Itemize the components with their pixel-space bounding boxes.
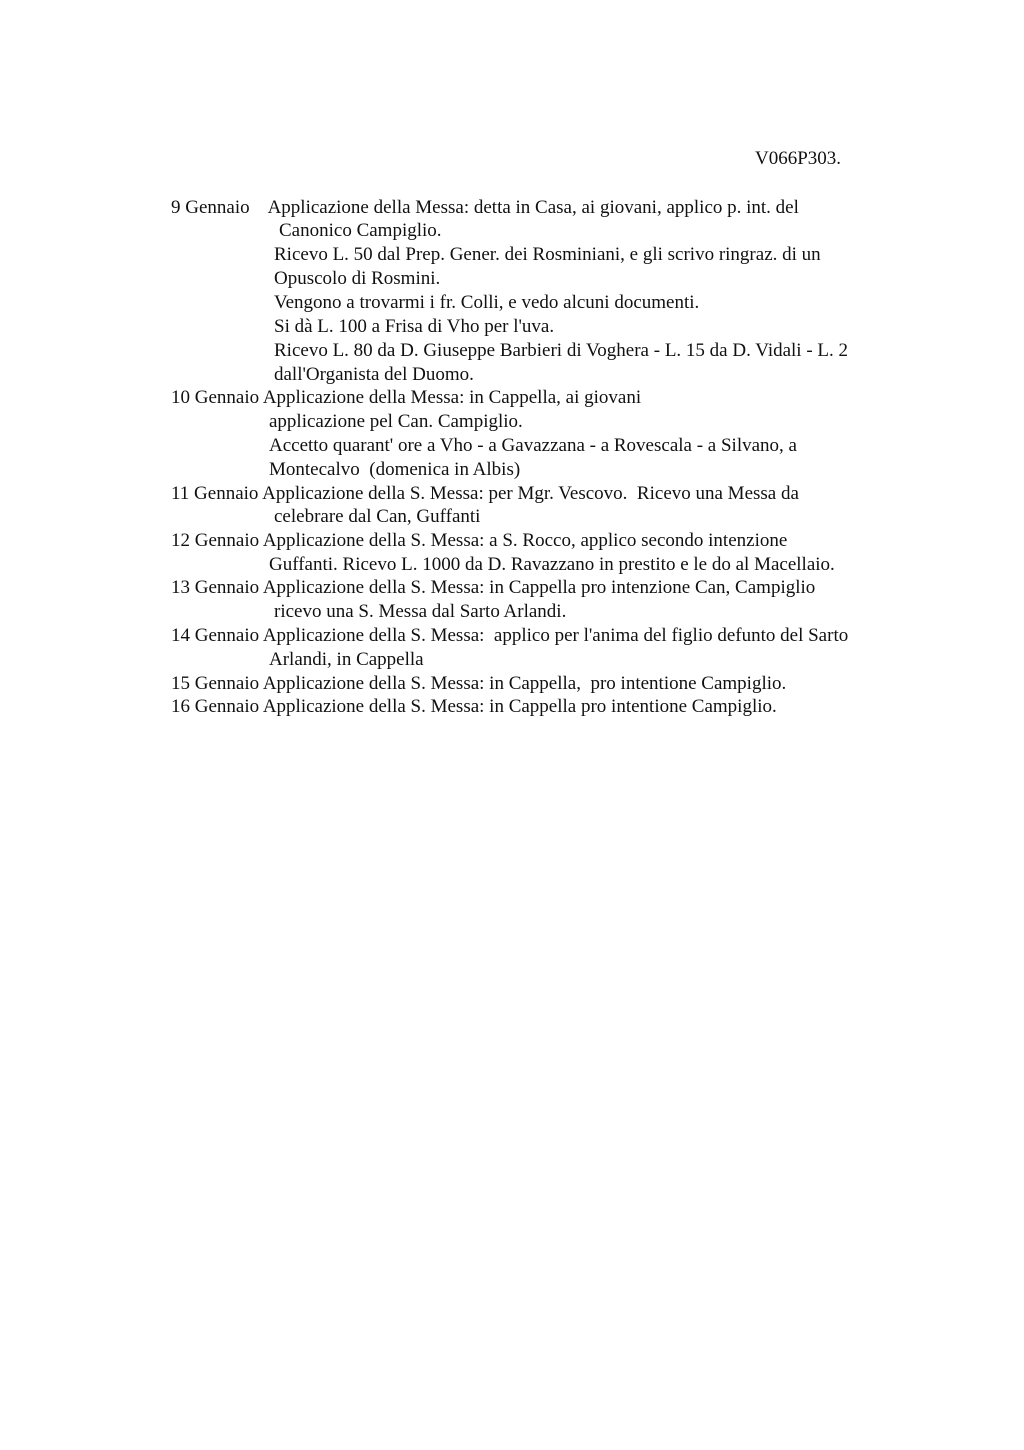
entry-line: Canonico Campiglio. bbox=[279, 220, 442, 241]
entry-line: Ricevo L. 80 da D. Giuseppe Barbieri di Voghera - L. 15 da D. Vidali - L. 2 bbox=[274, 340, 849, 361]
entry-line: Arlandi, in Cappella bbox=[269, 649, 424, 670]
entry-line: Vengono a trovarmi i fr. Colli, e vedo alcuni documenti. bbox=[274, 292, 700, 313]
entry-line: celebrare dal Can, Guffanti bbox=[274, 506, 481, 527]
entry-line: 14 Gennaio Applicazione della S. Messa: applico per l'anima del figlio defunto del Sarto bbox=[171, 625, 849, 646]
entry-line: applicazione pel Can. Campiglio. bbox=[269, 411, 523, 432]
entry-line: 10 Gennaio Applicazione della Messa: in Cappella, ai giovani bbox=[171, 387, 642, 408]
entry-line: 12 Gennaio Applicazione della S. Messa: a S. Rocco, applico secondo intenzione bbox=[171, 530, 788, 551]
entry-line: Accetto quarant' ore a Vho - a Gavazzana - a Rovescala - a Silvano, a bbox=[269, 435, 797, 456]
entry-line: dall'Organista del Duomo. bbox=[274, 364, 474, 385]
entry-line: Opuscolo di Rosmini. bbox=[274, 268, 441, 289]
entry-line: 13 Gennaio Applicazione della S. Messa: in Cappella pro intenzione Can, Campiglio bbox=[171, 577, 816, 598]
entry-line: Guffanti. Ricevo L. 1000 da D. Ravazzano in prestito e le do al Macellaio. bbox=[269, 554, 835, 575]
entry-line: ricevo una S. Messa dal Sarto Arlandi. bbox=[274, 601, 567, 622]
page-reference: V066P303. bbox=[755, 148, 842, 169]
entry-line: Si dà L. 100 a Frisa di Vho per l'uva. bbox=[274, 316, 555, 337]
entry-line: 11 Gennaio Applicazione della S. Messa: per Mgr. Vescovo. Ricevo una Messa da bbox=[171, 483, 799, 504]
entry-line: 9 Gennaio Applicazione della Messa: detta in Casa, ai giovani, applico p. int. del bbox=[171, 197, 799, 218]
entry-line: Montecalvo (domenica in Albis) bbox=[269, 459, 521, 480]
entry-line: Ricevo L. 50 dal Prep. Gener. dei Rosminiani, e gli scrivo ringraz. di un bbox=[274, 244, 821, 265]
entry-line: 15 Gennaio Applicazione della S. Messa: in Cappella, pro intentione Campiglio. bbox=[171, 673, 787, 694]
entry-line: 16 Gennaio Applicazione della S. Messa: in Cappella pro intentione Campiglio. bbox=[171, 696, 777, 717]
